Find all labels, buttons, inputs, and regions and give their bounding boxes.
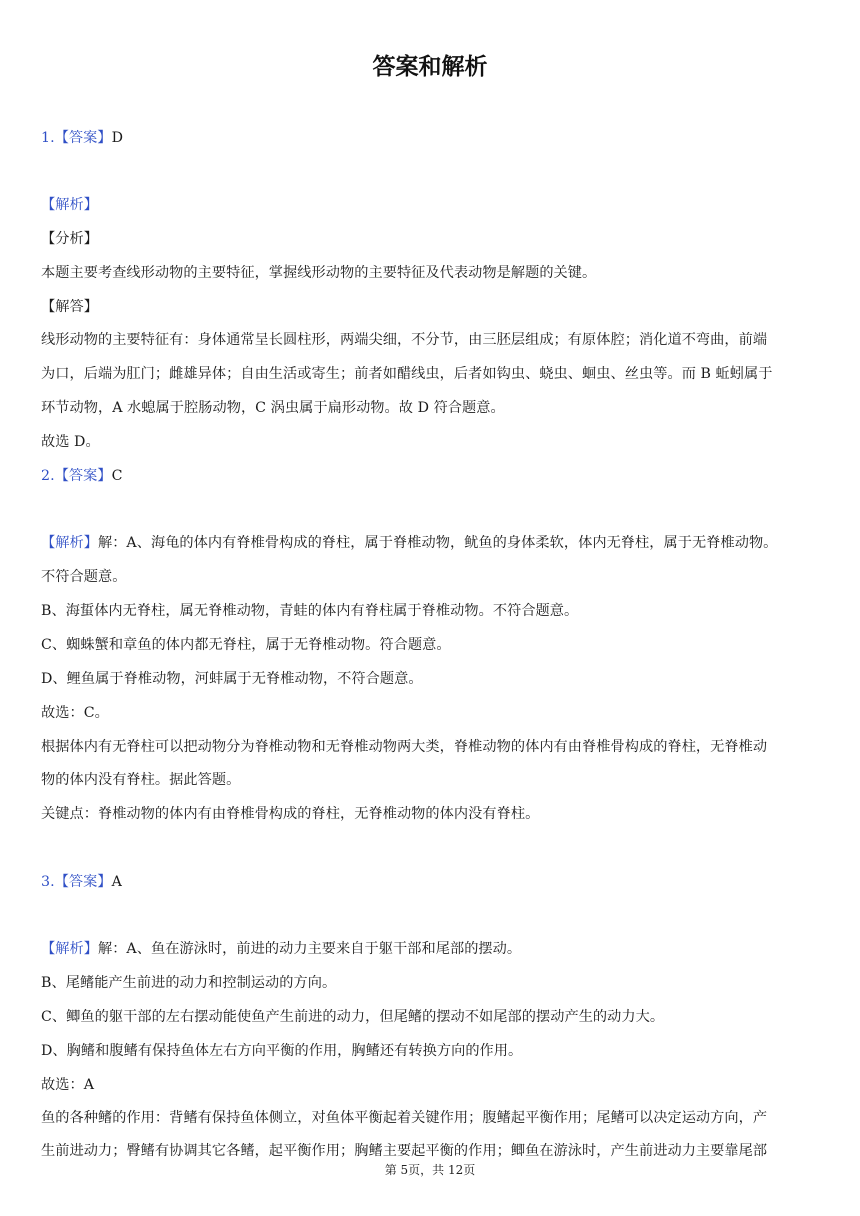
- q1-analysis-tag: 【解析】: [41, 197, 98, 213]
- q3-analysis-line-7: 生前进动力；臀鳍有协调其它各鳍，起平衡作用；胸鳍主要起平衡的作用；鲫鱼在游泳时，产生前进动力主要靠尾部: [41, 1143, 768, 1159]
- q2-analysis-line-3: B、海蜇体内无脊柱，属无脊椎动物，青蛙的体内有脊柱属于脊椎动物。不符合题意。: [41, 603, 579, 619]
- q3-answer-value: A: [111, 874, 122, 890]
- q1-jieda-line-3: 环节动物，A 水螅属于腔肠动物，C 涡虫属于扁形动物。故 D 符合题意。: [41, 400, 505, 416]
- q1-jieda-tag: 【解答】: [41, 299, 98, 315]
- q3-analysis-line-3: C、鲫鱼的躯干部的左右摆动能使鱼产生前进的动力，但尾鳍的摆动不如尾部的摆动产生的动力大。: [41, 1009, 665, 1025]
- q2-analysis-line-4: C、蜘蛛蟹和章鱼的体内都无脊柱，属于无脊椎动物。符合题意。: [41, 637, 451, 653]
- q1-fenxi-text: 本题主要考查线形动物的主要特征，掌握线形动物的主要特征及代表动物是解题的关键。: [41, 265, 597, 281]
- q3-analysis-line-4: D、胸鳍和腹鳍有保持鱼体左右方向平衡的作用，胸鳍还有转换方向的作用。: [41, 1043, 523, 1059]
- q3-analysis-line-1: [41, 939, 819, 959]
- q2-answer-value: C: [111, 468, 123, 484]
- q2-analysis-line-6: 故选：C。: [41, 705, 109, 721]
- q2-analysis-line-8: 物的体内没有脊柱。据此答题。: [41, 772, 241, 788]
- q3-analysis-line-2: B、尾鳍能产生前进的动力和控制运动的方向。: [41, 975, 337, 991]
- q1-jieda-line-1: 线形动物的主要特征有：身体通常呈长圆柱形，两端尖细，不分节，由三胚层组成；有原体腔；消化道不弯曲，前端: [41, 332, 768, 348]
- q3-analysis-tag: 【解析】: [41, 941, 98, 957]
- q2-answer-tag: 【答案】: [54, 468, 112, 484]
- q2-analysis-line-7: 根据体内有无脊柱可以把动物分为脊椎动物和无脊椎动物两大类，脊椎动物的体内有由脊椎骨构成的脊柱，无脊椎动: [41, 739, 768, 755]
- q1-number: 1.: [41, 130, 55, 146]
- q2-analysis-line-5: D、鲤鱼属于脊椎动物，河蚌属于无脊椎动物，不符合题意。: [41, 671, 423, 687]
- q3-answer-tag: 【答案】: [54, 874, 112, 890]
- q1-answer-value: D: [111, 130, 124, 146]
- q2-analysis-line-1: [41, 533, 819, 553]
- q2-analysis-line-9: 关键点：脊椎动物的体内有由脊椎骨构成的脊柱，无脊椎动物的体内没有脊柱。: [41, 806, 540, 822]
- page-title: 答案和解析: [372, 54, 488, 80]
- q2-number: 2.: [41, 468, 55, 484]
- q2-analysis-tag: 【解析】: [41, 535, 98, 551]
- q3-number: 3.: [41, 874, 55, 890]
- q2-analysis-text-1: 解：A、海龟的体内有脊椎骨构成的脊柱，属于脊椎动物，鱿鱼的身体柔软，体内无脊柱，属于无脊椎动物。: [97, 535, 778, 551]
- q3-analysis-text-1: 解：A、鱼在游泳时，前进的动力主要来自于躯干部和尾部的摆动。: [97, 941, 522, 957]
- q1-fenxi-tag: 【分析】: [41, 231, 98, 247]
- q1-answer-line: [41, 128, 819, 148]
- q1-answer-tag: 【答案】: [54, 130, 112, 146]
- q2-analysis-line-2: 不符合题意。: [41, 569, 127, 585]
- page-footer: 第 5页，共 12页: [384, 1163, 476, 1177]
- q1-jieda-line-2: 为口，后端为肛门；雌雄异体；自由生活或寄生；前者如醋线虫，后者如钩虫、蛲虫、蛔虫、丝虫等。而 B 蚯蚓属于: [41, 366, 773, 382]
- q3-analysis-line-6: 鱼的各种鳍的作用：背鳍有保持鱼体侧立，对鱼体平衡起着关键作用；腹鳍起平衡作用；尾鳍可以决定运动方向，产: [41, 1110, 768, 1126]
- q1-conclusion: 故选 D。: [41, 434, 100, 450]
- q3-answer-line: [41, 872, 819, 892]
- q2-answer-line: [41, 466, 819, 486]
- q3-analysis-line-5: 故选：A: [41, 1077, 95, 1093]
